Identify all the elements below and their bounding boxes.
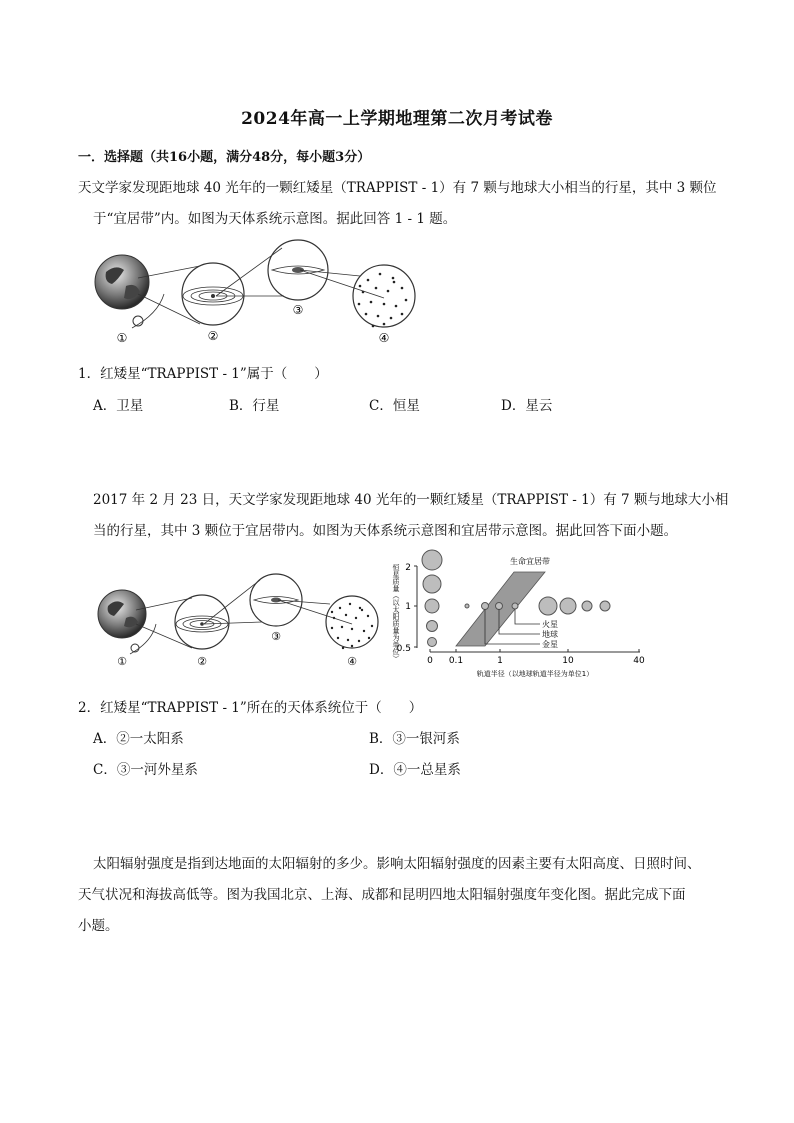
x-tick-01: 0.1 — [448, 656, 464, 666]
venus-label: 金星 — [542, 640, 558, 649]
y-tick-05: 0.5 — [396, 644, 411, 654]
page-title: 2024年高一上学期地理第二次月考试卷 — [241, 109, 553, 129]
intro1-line1: 天文学家发现距地球 40 光年的一颗红矮星（TRAPPIST - 1）有 7 颗与地球大小相当的行星，其中 3 颗位 — [78, 180, 717, 196]
x-tick-1: 1 — [497, 656, 503, 666]
y-axis-label: 恒星质量（以太阳质量为单位） — [392, 564, 400, 662]
mars-label: 火星 — [542, 620, 558, 629]
intro3-line3: 小题。 — [78, 918, 119, 934]
x-tick-0: 0 — [427, 656, 433, 666]
universe-circle — [326, 596, 378, 648]
figure1-celestial-systems — [88, 236, 428, 348]
q1-option-c[interactable]: C．恒星 — [369, 398, 420, 414]
fig2-label-3: ③ — [271, 630, 281, 643]
universe-circle — [353, 265, 415, 327]
intro1-line2: 于“宜居带”内。如图为天体系统示意图。据此回答 1 - 1 题。 — [93, 211, 457, 227]
q1-option-d[interactable]: D．星云 — [501, 398, 553, 414]
q1-option-b[interactable]: B．行星 — [229, 398, 280, 414]
intro3-line1: 太阳辐射强度是指到达地面的太阳辐射的多少。影响太阳辐射强度的因素主要有太阳高度、日照时间、 — [93, 856, 701, 872]
y-tick-2: 2 — [405, 563, 411, 573]
intro2-line2: 当的行星，其中 3 颗位于宜居带内。如图为天体系统示意图和宜居带示意图。据此回答下面小题。 — [93, 523, 678, 539]
y-tick-1: 1 — [405, 602, 411, 612]
q1-option-a[interactable]: A．卫星 — [93, 398, 144, 414]
solar-system-circle — [175, 595, 229, 649]
section-heading: 一．选择题（共16小题，满分48分，每小题3分） — [78, 150, 371, 165]
q2-option-a[interactable]: A．②一太阳系 — [93, 731, 184, 747]
fig1-label-1: ① — [116, 331, 128, 345]
earth-label: 地球 — [542, 630, 558, 639]
x-axis-label: 轨道半径（以地球轨道半径为单位1） — [476, 670, 594, 678]
q2-option-d[interactable]: D．④一总星系 — [369, 762, 461, 778]
habitable-zone-label: 生命宜居带 — [510, 557, 550, 566]
x-tick-10: 10 — [562, 656, 574, 666]
fig1-label-2: ② — [207, 329, 219, 343]
intro2-line1: 2017 年 2 月 23 日，天文学家发现距地球 40 光年的一颗红矮星（TRAPPIST - 1）有 7 颗与地球大小相 — [93, 492, 729, 508]
fig1-label-3: ③ — [292, 303, 304, 317]
q2-stem: 2．红矮星“TRAPPIST - 1”所在的天体系统位于（ ） — [78, 700, 423, 716]
q2-option-b[interactable]: B．③一银河系 — [369, 731, 460, 747]
intro3-line2: 天气状况和海拔高低等。图为我国北京、上海、成都和昆明四地太阳辐射强度年变化图。据此完成下面 — [78, 887, 686, 903]
earth-icon — [98, 590, 146, 638]
earth-icon — [95, 255, 149, 309]
q1-stem: 1．红矮星“TRAPPIST - 1”属于（ ） — [78, 366, 328, 382]
figure2-celestial-systems — [94, 568, 384, 670]
fig2-label-2: ② — [197, 655, 207, 668]
figure2-habitable-zone — [390, 546, 655, 682]
fig2-label-4: ④ — [347, 655, 357, 668]
x-tick-40: 40 — [633, 656, 645, 666]
fig1-label-4: ④ — [378, 331, 390, 345]
fig2-label-1: ① — [117, 655, 127, 668]
q2-option-c[interactable]: C．③一河外星系 — [93, 762, 198, 778]
